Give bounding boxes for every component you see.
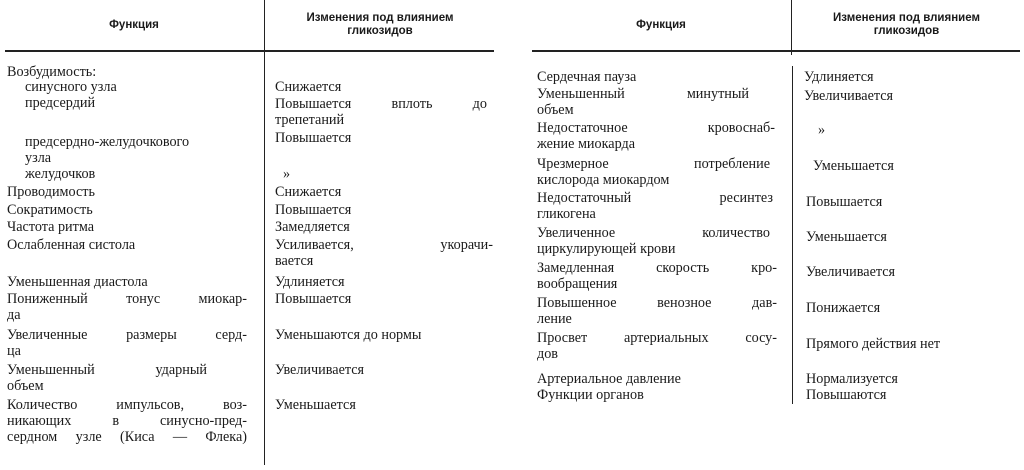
- left-header-rule: [5, 50, 494, 52]
- left-func-impulses-2: никающих в синусно-пред-: [7, 413, 247, 429]
- left-change-atria-1: Повышается вплоть до: [275, 96, 487, 112]
- right-change-pause: Удлиняется: [804, 69, 874, 85]
- right-header-function: Функция: [636, 18, 686, 31]
- left-change-sinus-node: Снижается: [275, 79, 342, 95]
- right-func-minute-1: Уменьшенный минутный: [537, 86, 749, 102]
- right-func-lumen-2: дов: [537, 346, 559, 362]
- right-func-lumen-1: Просвет артериальных сосу-: [537, 330, 777, 346]
- right-func-blood-supply-1: Недостаточное кровоснаб-: [537, 120, 775, 136]
- left-change-ventricles: »: [283, 166, 291, 182]
- left-change-weak-systole-2: вается: [275, 253, 314, 269]
- left-func-atria: предсердий: [25, 95, 96, 111]
- right-func-blood-supply-2: жение миокарда: [537, 136, 636, 152]
- right-change-oxygen: Уменьшается: [813, 158, 894, 174]
- left-func-av-node-2: узла: [25, 150, 52, 166]
- left-change-impulses: Уменьшается: [275, 397, 356, 413]
- left-header-function: Функция: [109, 18, 159, 31]
- left-func-weak-systole: Ослабленная систола: [7, 237, 136, 253]
- right-func-minute-2: объем: [537, 102, 574, 118]
- right-change-blood-supply: »: [818, 122, 826, 138]
- right-func-glycogen-1: Недостаточный ресинтез: [537, 190, 773, 206]
- left-change-av-node: Повышается: [275, 130, 352, 146]
- left-func-impulses-3: сердном узле (Киса — Флека): [7, 429, 247, 445]
- left-func-stroke-2: объем: [7, 378, 44, 394]
- right-change-flow: Увеличивается: [806, 264, 896, 280]
- left-change-reduced-diastole: Удлиняется: [275, 274, 345, 290]
- left-func-stroke-1: Уменьшенный ударный: [7, 362, 207, 378]
- right-func-arterial: Артериальное давление: [537, 371, 681, 387]
- left-func-size-1: Увеличенные размеры серд-: [7, 327, 247, 343]
- right-func-organs: Функции органов: [537, 387, 644, 403]
- left-func-contractility: Сократимость: [7, 202, 93, 218]
- right-change-venous: Понижается: [806, 300, 881, 316]
- right-change-glycogen: Повышается: [806, 194, 883, 210]
- right-header-divider: [791, 0, 792, 55]
- left-func-reduced-diastole: Уменьшенная диастола: [7, 274, 148, 290]
- left-change-atria-2: трепетаний: [275, 112, 345, 128]
- left-change-weak-systole-1: Усиливается, укорачи-: [275, 237, 493, 253]
- right-func-glycogen-2: гликогена: [537, 206, 596, 222]
- left-func-rhythm: Частота ритма: [7, 219, 95, 235]
- right-change-lumen: Прямого действия нет: [806, 336, 941, 352]
- right-func-venous-1: Повышенное венозное дав-: [537, 295, 777, 311]
- left-change-conductivity: Снижается: [275, 184, 342, 200]
- right-header-rule: [532, 50, 1020, 52]
- left-func-ventricles: желудочков: [25, 166, 96, 182]
- left-header-changes: Изменения под влиянием гликозидов: [306, 12, 454, 37]
- left-func-sinus-node: синусного узла: [25, 79, 117, 95]
- right-func-volume-1: Увеличенное количество: [537, 225, 770, 241]
- right-func-oxygen-2: кислорода миокардом: [537, 172, 670, 188]
- right-change-organs: Повышаются: [806, 387, 887, 403]
- right-column-divider: [792, 66, 793, 404]
- left-change-tone: Повышается: [275, 291, 352, 307]
- right-func-venous-2: ление: [537, 311, 572, 327]
- left-column-divider: [264, 0, 265, 465]
- left-func-tone-2: да: [7, 307, 21, 323]
- right-change-arterial: Нормализуется: [806, 371, 898, 387]
- left-func-av-node-1: предсердно-желудочкового: [25, 134, 190, 150]
- left-change-rhythm: Замедляется: [275, 219, 350, 235]
- right-header-changes: Изменения под влиянием гликозидов: [833, 12, 980, 37]
- right-change-volume: Уменьшается: [806, 229, 887, 245]
- right-func-volume-2: циркулирующей крови: [537, 241, 676, 257]
- left-change-contractility: Повышается: [275, 202, 352, 218]
- left-func-conductivity: Проводимость: [7, 184, 95, 200]
- right-func-oxygen-1: Чрезмерное потребление: [537, 156, 770, 172]
- right-func-flow-1: Замедленная скорость кро-: [537, 260, 777, 276]
- left-func-size-2: ца: [7, 343, 21, 359]
- left-func-excitability: Возбудимость:: [7, 64, 97, 80]
- left-change-stroke: Увеличивается: [275, 362, 365, 378]
- right-change-minute: Увеличивается: [804, 88, 894, 104]
- right-func-pause: Сердечная пауза: [537, 69, 637, 85]
- left-func-impulses-1: Количество импульсов, воз-: [7, 397, 247, 413]
- left-change-size: Уменьшаются до нормы: [275, 327, 422, 343]
- right-func-flow-2: вообращения: [537, 276, 618, 292]
- left-func-tone-1: Пониженный тонус миокар-: [7, 291, 247, 307]
